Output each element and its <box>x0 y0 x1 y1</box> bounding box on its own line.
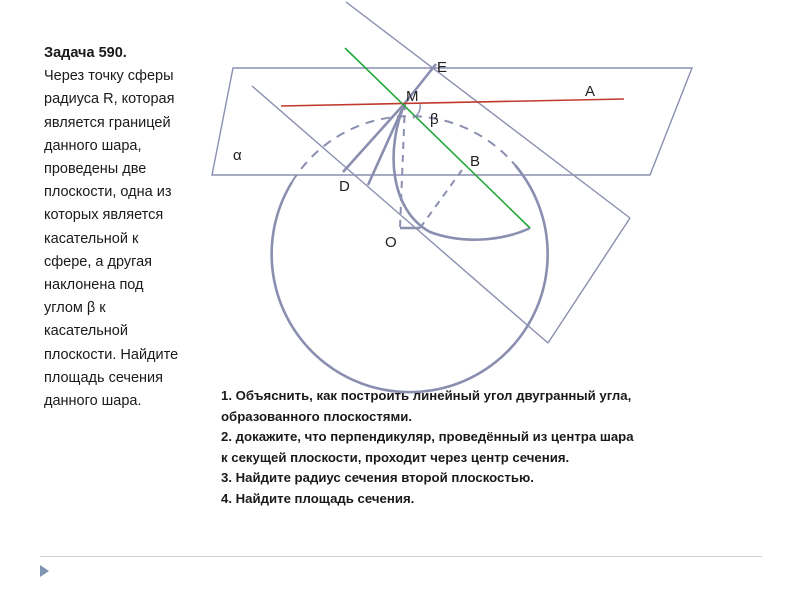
segment-MO-dashed <box>400 103 405 228</box>
problem-text: Через точку сферы радиуса R, которая является границей данного шара, проведены две плоскости, одна из которых является касательной к сфере, а другая наклонена под углом β к касательной плоскости. Найдите площадь сечения данного шара. <box>44 68 179 410</box>
label-O: O <box>385 234 397 251</box>
label-beta: β <box>430 111 439 128</box>
label-B: B <box>470 153 481 170</box>
play-arrow-icon[interactable] <box>40 565 49 577</box>
question-line: 4. Найдите площадь сечения. <box>221 490 415 506</box>
cutting-plane-edge-top <box>346 2 630 218</box>
label-E: E <box>437 59 448 76</box>
label-A: A <box>585 83 596 100</box>
problem-title: Задача 590. <box>44 45 127 61</box>
question-line: 1. Объяснить, как построить линейный угол двугранный угла, <box>221 388 632 403</box>
label-D: D <box>339 178 350 195</box>
footer-divider <box>40 556 762 557</box>
cutting-plane-edge-bottom <box>252 86 548 343</box>
question-line: образованного плоскостями. <box>221 408 413 424</box>
label-alpha: α <box>233 147 242 164</box>
question-line: к секущей плоскости, проходит через центр сечения. <box>221 449 570 465</box>
tangent-plane <box>212 68 692 175</box>
label-M: M <box>406 88 419 105</box>
questions-list <box>221 386 781 510</box>
line-MA-red <box>281 99 624 106</box>
segment-M-section <box>368 103 405 185</box>
segment-OB-dashed <box>420 170 462 228</box>
question-line: 3. Найдите радиус сечения второй плоскостью. <box>221 470 534 486</box>
question-line: 2. докажите, что перпендикуляр, проведённый из центра шара <box>221 429 634 445</box>
cutting-plane-edge-right <box>548 218 630 343</box>
sphere-visible-arc <box>272 165 548 392</box>
